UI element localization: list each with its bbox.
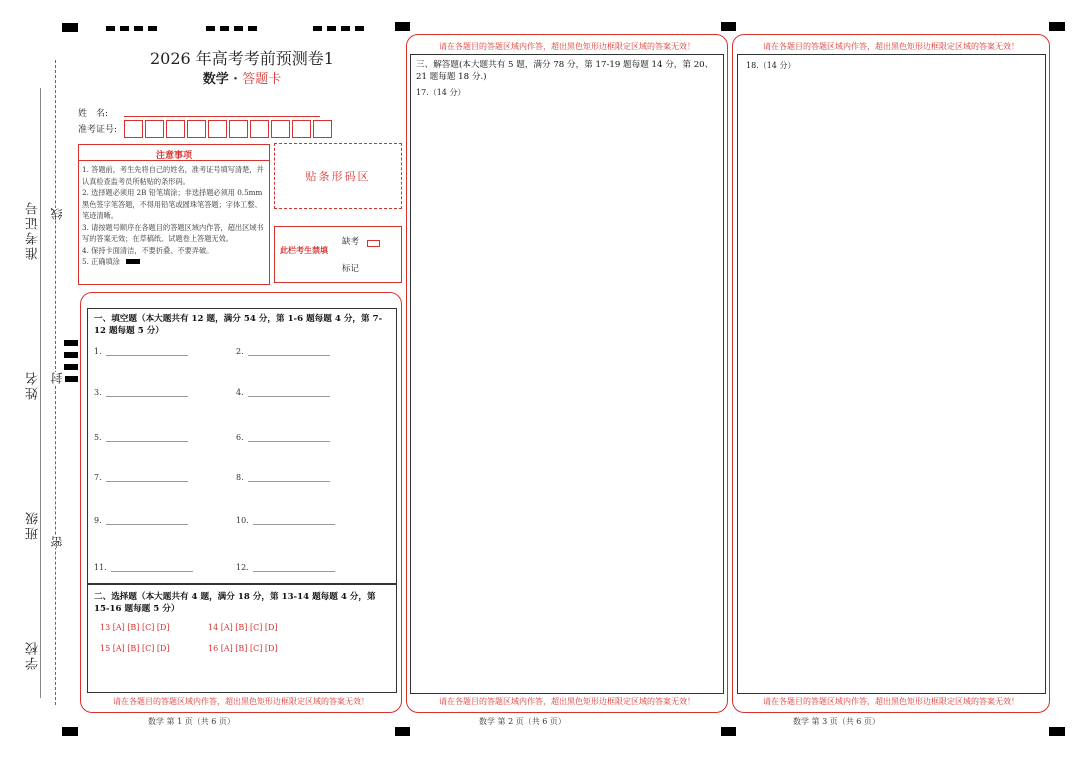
- notice-item: 2. 选择题必须用 2B 铅笔填涂；非选择题必须用 0.5mm 黑色签字笔答题，不得用铅笔或圆珠笔答题；字体工整、笔迹清晰。: [82, 188, 263, 220]
- filled-example-mark: [126, 259, 140, 264]
- barcode-area: [274, 143, 402, 209]
- name-label: 姓 名:: [78, 109, 109, 119]
- fill-question-no: 10.: [236, 516, 249, 525]
- fill-question[interactable]: [94, 347, 188, 356]
- notice-title: 注意事项: [155, 151, 192, 161]
- notice-item: 4. 保持卡面清洁，不要折叠、不要弄破。: [82, 245, 214, 255]
- position-mark: [64, 364, 78, 370]
- exam-no-cell[interactable]: [124, 120, 143, 138]
- position-mark: [341, 26, 350, 31]
- exam-no-cell[interactable]: [292, 120, 311, 138]
- answer-line[interactable]: [248, 347, 330, 356]
- forbidden-label: 此栏考生禁填: [280, 245, 328, 255]
- answer-line[interactable]: [248, 433, 330, 442]
- fill-question-no: 7.: [94, 473, 102, 482]
- answer-line[interactable]: [248, 473, 330, 482]
- fill-question[interactable]: [236, 433, 330, 442]
- answer-line[interactable]: [253, 563, 335, 572]
- answer-line[interactable]: [106, 388, 188, 397]
- notice-list: [82, 164, 266, 268]
- answer-line[interactable]: [111, 563, 193, 572]
- warning-text: 请在各题目的答题区域内作答，超出黑色矩形边框限定区域的答案无效！: [439, 42, 695, 51]
- name-input[interactable]: [124, 116, 320, 117]
- position-mark: [64, 340, 78, 346]
- page-footer: 数学 第 1 页（共 6 页）: [148, 717, 235, 726]
- exam-no-label: 准考证号:: [78, 125, 118, 135]
- sidebar-school: 学校: [26, 640, 41, 670]
- choice-item[interactable]: 15 [A] [B] [C] [D]: [100, 644, 170, 653]
- answer-line[interactable]: [106, 473, 188, 482]
- fill-question-no: 1.: [94, 347, 102, 356]
- notice-item-fill: [82, 256, 266, 268]
- position-mark: [1049, 727, 1065, 736]
- warning-text: 请在各题目的答题区域内作答，超出黑色矩形边框限定区域的答案无效！: [439, 697, 695, 706]
- fill-question-no: 6.: [236, 433, 244, 442]
- seal-label-secret: 密: [50, 536, 64, 548]
- answer-line[interactable]: [106, 347, 188, 356]
- fill-question[interactable]: [94, 388, 188, 397]
- solve-heading: 三、解答题(本大题共有 5 题，满分 78 分，第 17-19 题每题 14 分，第 20、21 题每题 18 分.): [416, 60, 714, 82]
- position-mark: [220, 26, 229, 31]
- fill-question-no: 4.: [236, 388, 244, 397]
- fill-question[interactable]: [94, 516, 188, 525]
- question-17-label: 17.（14 分）: [416, 88, 466, 97]
- warning-text: 请在各题目的答题区域内作答，超出黑色矩形边框限定区域的答案无效！: [763, 697, 1019, 706]
- page-footer: 数学 第 2 页（共 6 页）: [479, 717, 566, 726]
- seal-label-seal: 封: [50, 372, 64, 384]
- page-footer: 数学 第 3 页（共 6 页）: [793, 717, 880, 726]
- notice-item: 5. 正确填涂: [82, 257, 120, 266]
- position-mark: [395, 22, 410, 31]
- choice-heading: 二、选择题（本大题共有 4 题，满分 18 分，第 13-14 题每题 4 分，第 15-16 题每题 5 分）: [94, 592, 376, 614]
- fill-question[interactable]: [236, 563, 335, 572]
- exam-no-cell[interactable]: [250, 120, 269, 138]
- fill-question[interactable]: [236, 347, 330, 356]
- absent-label: 缺考: [342, 237, 360, 247]
- notice-divider: [79, 160, 269, 161]
- answer-line[interactable]: [106, 433, 188, 442]
- barcode-label: 贴条形码区: [305, 170, 371, 183]
- exam-no-cell[interactable]: [313, 120, 332, 138]
- exam-no-cell[interactable]: [208, 120, 227, 138]
- fill-question[interactable]: [236, 388, 330, 397]
- fill-question-no: 12.: [236, 563, 249, 572]
- position-mark: [134, 26, 143, 31]
- exam-no-cell[interactable]: [271, 120, 290, 138]
- position-mark: [721, 727, 736, 736]
- exam-no-cell[interactable]: [229, 120, 248, 138]
- page-subtitle: [90, 68, 394, 87]
- position-mark: [64, 376, 78, 382]
- sidebar-exam-no: 准考证号: [26, 200, 41, 260]
- fill-question-no: 3.: [94, 388, 102, 397]
- position-mark: [395, 727, 410, 736]
- position-mark: [327, 26, 336, 31]
- position-mark: [120, 26, 129, 31]
- answer-line[interactable]: [106, 516, 188, 525]
- position-mark: [148, 26, 157, 31]
- position-mark: [64, 352, 78, 358]
- subtitle-prefix: 数学 ·: [202, 72, 243, 87]
- warning-text: 请在各题目的答题区域内作答，超出黑色矩形边框限定区域的答案无效！: [113, 697, 369, 706]
- question-17-answer-area[interactable]: [412, 100, 720, 690]
- mark-label: 标记: [342, 264, 360, 274]
- fill-question[interactable]: [94, 563, 193, 572]
- choice-item[interactable]: 14 [A] [B] [C] [D]: [208, 623, 278, 632]
- seal-label-line: 线: [50, 208, 64, 220]
- position-mark: [106, 26, 115, 31]
- choice-item[interactable]: 16 [A] [B] [C] [D]: [208, 644, 278, 653]
- fill-in-heading: 一、填空题（本大题共有 12 题，满分 54 分，第 1-6 题每题 4 分，第 7-12 题每题 5 分）: [94, 314, 383, 336]
- position-mark: [62, 23, 78, 32]
- sidebar-class: 班级: [26, 510, 41, 540]
- notice-item: 3. 请按题号顺序在各题目的答题区域内作答，超出区域书写的答案无效；在草稿纸、试题卷上答题无效。: [82, 222, 264, 243]
- sidebar-name: 姓名: [26, 370, 41, 400]
- exam-no-boxes[interactable]: [124, 120, 334, 142]
- exam-no-cell[interactable]: [187, 120, 206, 138]
- position-mark: [248, 26, 257, 31]
- position-mark: [234, 26, 243, 31]
- position-mark: [355, 26, 364, 31]
- choice-item[interactable]: 13 [A] [B] [C] [D]: [100, 623, 170, 632]
- fill-question-no: 5.: [94, 433, 102, 442]
- position-mark: [206, 26, 215, 31]
- page-title: 2026 年高考考前预测卷1: [150, 49, 334, 68]
- position-mark: [313, 26, 322, 31]
- question-18-answer-area[interactable]: [739, 74, 1042, 690]
- fill-question-no: 11.: [94, 563, 107, 572]
- fill-question[interactable]: [236, 516, 335, 525]
- fill-question[interactable]: [94, 433, 188, 442]
- exam-no-cell[interactable]: [166, 120, 185, 138]
- fill-question[interactable]: [94, 473, 188, 482]
- fill-question-no: 8.: [236, 473, 244, 482]
- fill-question-no: 9.: [94, 516, 102, 525]
- fill-question[interactable]: [236, 473, 330, 482]
- position-mark: [62, 727, 78, 736]
- answer-line[interactable]: [248, 388, 330, 397]
- warning-text: 请在各题目的答题区域内作答，超出黑色矩形边框限定区域的答案无效！: [763, 42, 1019, 51]
- subtitle-accent: 答题卡: [242, 72, 282, 87]
- question-18-label: 18.（14 分）: [746, 61, 796, 70]
- exam-no-cell[interactable]: [145, 120, 164, 138]
- position-mark: [721, 22, 736, 31]
- absent-checkbox[interactable]: [367, 240, 380, 247]
- position-mark: [1049, 22, 1065, 31]
- notice-item: 1. 答题前，考生先将自己的姓名，准考证号填写清楚，并认真检查监考员所粘贴的条形码。: [82, 165, 264, 186]
- answer-line[interactable]: [253, 516, 335, 525]
- fill-question-no: 2.: [236, 347, 244, 356]
